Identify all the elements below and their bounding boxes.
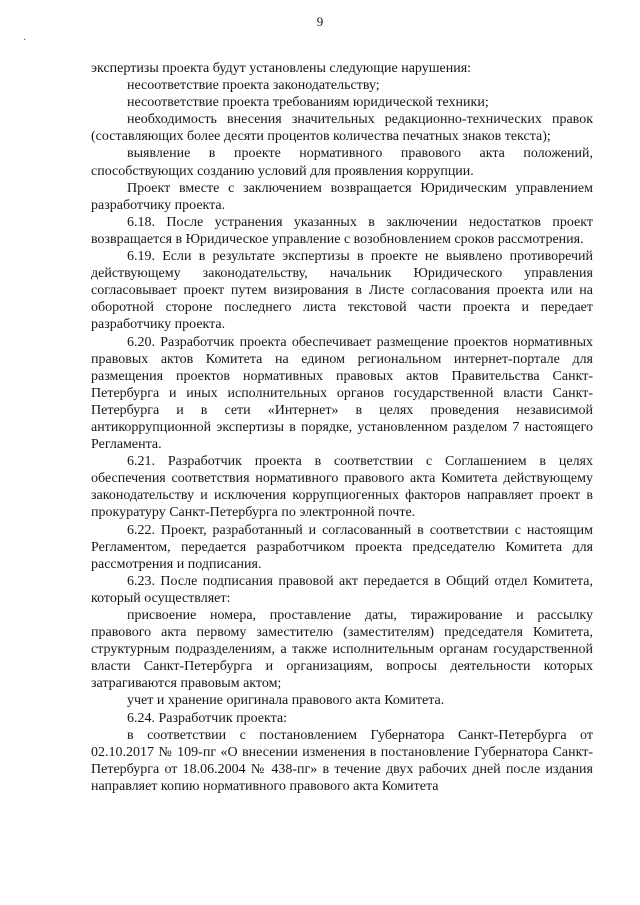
paragraph: 6.24. Разработчик проекта: — [127, 710, 288, 726]
paragraph: экспертизы проекта будут установлены следующие нарушения: — [91, 61, 472, 76]
paragraph: 6.22. Проект, разработанный и согласованный в соответствии с настоящим Регламентом, передается разработчиком проекта председателю Комитета для рассмотрения и подписания. — [91, 522, 593, 572]
paragraph: 6.21. Разработчик проекта в соответствии с Соглашением в целях обеспечения соответствия нормативного правового акта Комитета действующему законодательству и исключения коррупциогенных факторов направляет проект в прокуратуру Санкт-Петербурга по электронной почте. — [91, 454, 593, 521]
paragraph: 6.20. Разработчик проекта обеспечивает размещение проектов нормативных правовых актов Комитета на едином региональном интернет-портале для размещения проектов нормативных правовых актов Правительства Санкт-Петербурга и иных исполнительных органов государственной власти Санкт-Петербурга и в сети «Интернет» в целях проведения независимой антикоррупционной экспертизы в порядке, установленном разделом 7 настоящего Регламента. — [91, 334, 593, 453]
paragraph: выявление в проекте нормативного правового акта положений, способствующих созданию условий для проявления коррупции. — [91, 146, 593, 179]
document-body — [91, 60, 593, 795]
page-number: 9 — [316, 14, 324, 29]
paragraph: в соответствии с постановлением Губернатора Санкт-Петербурга от 02.10.2017 № 109-пг «О внесении изменения в постановление Губернатора Санкт-Петербурга от 18.06.2004 № 438-пг» в течение двух рабочих дней после издания направляет копию нормативного правового акта Комитета — [91, 727, 593, 794]
paragraph: 6.18. После устранения указанных в заключении недостатков проект возвращается в Юридическое управление с возобновлением сроков рассмотрения. — [91, 214, 593, 247]
paragraph: несоответствие проекта требованиям юридической техники; — [127, 95, 489, 111]
paragraph: присвоение номера, проставление даты, тиражирование и рассылку правового акта первому заместителю (заместителям) председателя Комитета, структурным подразделениям, а также исполнительным органам государственной власти Санкт-Петербурга и организациям, вопросы деятельности которых затрагиваются правовым актом; — [91, 608, 593, 692]
paragraph: 6.23. После подписания правовой акт передается в Общий отдел Комитета, который осуществляет: — [91, 573, 593, 606]
paragraph: учет и хранение оригинала правового акта Комитета. — [127, 693, 445, 709]
paragraph: Проект вместе с заключением возвращается Юридическим управлением разработчику проекта. — [91, 180, 593, 213]
margin-mark: · — [23, 35, 27, 46]
paragraph: несоответствие проекта законодательству; — [127, 78, 380, 94]
paragraph: необходимость внесения значительных редакционно-технических правок (составляющих более десяти процентов количества печатных знаков текста); — [91, 112, 593, 145]
paragraph: 6.19. Если в результате экспертизы в проекте не выявлено противоречий действующему законодательству, начальник Юридического управления согласовывает проект путем визирования в Листе согласования проекта или на оборотной стороне последнего листа текстовой части проекта и передает разработчику проекта. — [91, 249, 593, 333]
